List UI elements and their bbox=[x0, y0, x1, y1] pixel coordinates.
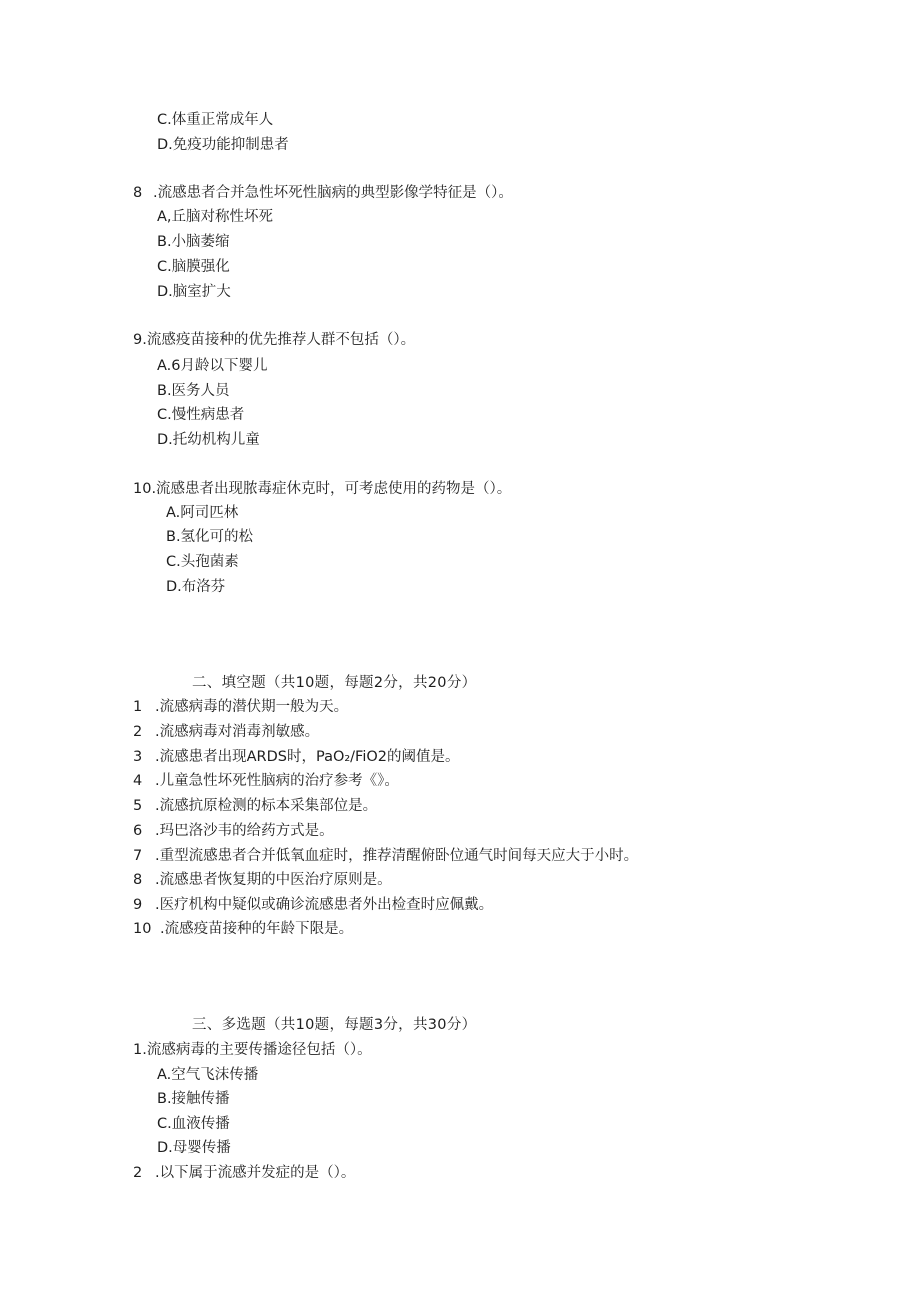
q7-option-d: D.免疫功能抑制患者 bbox=[157, 137, 289, 153]
mq1-option-a: A.空气飞沫传播 bbox=[157, 1067, 259, 1083]
fill-item-text: .流感患者恢复期的中医治疗原则是。 bbox=[155, 872, 392, 888]
fill-item-number: 9 bbox=[133, 897, 143, 913]
fill-item-number: 4 bbox=[133, 773, 143, 789]
fill-blank-heading: 二、填空题（共10题，每题2分，共20分） bbox=[192, 675, 477, 691]
fill-item-text: .医疗机构中疑似或确诊流感患者外出检查时应佩戴。 bbox=[155, 897, 494, 913]
q9-option-c: C.慢性病患者 bbox=[157, 407, 245, 423]
q9-stem: 9.流感疫苗接种的优先推荐人群不包括（）。 bbox=[133, 332, 416, 348]
mq1-option-d: D.母婴传播 bbox=[157, 1140, 231, 1156]
q8-stem: .流感患者合并急性坏死性脑病的典型影像学特征是（）。 bbox=[153, 185, 513, 201]
q10-option-b: B.氢化可的松 bbox=[166, 529, 254, 545]
mq2-number: 2 bbox=[133, 1165, 143, 1181]
q8-option-a: A,丘脑对称性坏死 bbox=[157, 209, 274, 225]
q10-stem: 10.流感患者出现脓毒症休克时，可考虑使用的药物是（）。 bbox=[133, 481, 512, 497]
q9-option-d: D.托幼机构儿童 bbox=[157, 432, 260, 448]
fill-item-text: .儿童急性坏死性脑病的治疗参考《》。 bbox=[155, 773, 399, 789]
q10-option-d: D.布洛芬 bbox=[166, 579, 226, 595]
fill-item-number: 7 bbox=[133, 848, 143, 864]
q8-option-d: D.脑室扩大 bbox=[157, 284, 231, 300]
fill-item-number: 1 bbox=[133, 699, 143, 715]
fill-item-text: .流感病毒的潜伏期一般为天。 bbox=[155, 699, 349, 715]
q10-option-a: A.阿司匹林 bbox=[166, 505, 239, 521]
fill-item-text: .流感抗原检测的标本采集部位是。 bbox=[155, 798, 378, 814]
fill-item-text: .流感患者出现ARDS时，PaO₂/FiO2的阈值是。 bbox=[155, 749, 460, 765]
fill-item-number: 8 bbox=[133, 872, 143, 888]
fill-item-number: 2 bbox=[133, 724, 143, 740]
fill-item-number: 6 bbox=[133, 823, 143, 839]
q9-option-b: B.医务人员 bbox=[157, 383, 230, 399]
fill-item-number: 3 bbox=[133, 749, 143, 765]
fill-item-text: .重型流感患者合并低氧血症时，推荐清醒俯卧位通气时间每天应大于小时。 bbox=[155, 848, 639, 864]
q8-option-c: C.脑膜强化 bbox=[157, 259, 230, 275]
mq1-option-b: B.接触传播 bbox=[157, 1091, 230, 1107]
fill-item-text: .流感疫苗接种的年龄下限是。 bbox=[160, 921, 354, 937]
q7-option-c: C.体重正常成年人 bbox=[157, 112, 274, 128]
mq2-stem: .以下属于流感并发症的是（）。 bbox=[155, 1165, 356, 1181]
fill-item-text: .玛巴洛沙韦的给药方式是。 bbox=[155, 823, 334, 839]
q10-option-c: C.头孢菌素 bbox=[166, 554, 239, 570]
mq1-stem: 1.流感病毒的主要传播途径包括（）。 bbox=[133, 1042, 372, 1058]
q9-option-a: A.6月龄以下婴儿 bbox=[157, 358, 268, 374]
q8-option-b: B.小脑萎缩 bbox=[157, 234, 230, 250]
fill-item-text: .流感病毒对消毒剂敏感。 bbox=[155, 724, 320, 740]
fill-item-number: 10 bbox=[133, 921, 152, 937]
q8-number: 8 bbox=[133, 185, 143, 201]
fill-item-number: 5 bbox=[133, 798, 143, 814]
multi-choice-heading: 三、多选题（共10题，每题3分，共30分） bbox=[192, 1017, 477, 1033]
mq1-option-c: C.血液传播 bbox=[157, 1116, 230, 1132]
